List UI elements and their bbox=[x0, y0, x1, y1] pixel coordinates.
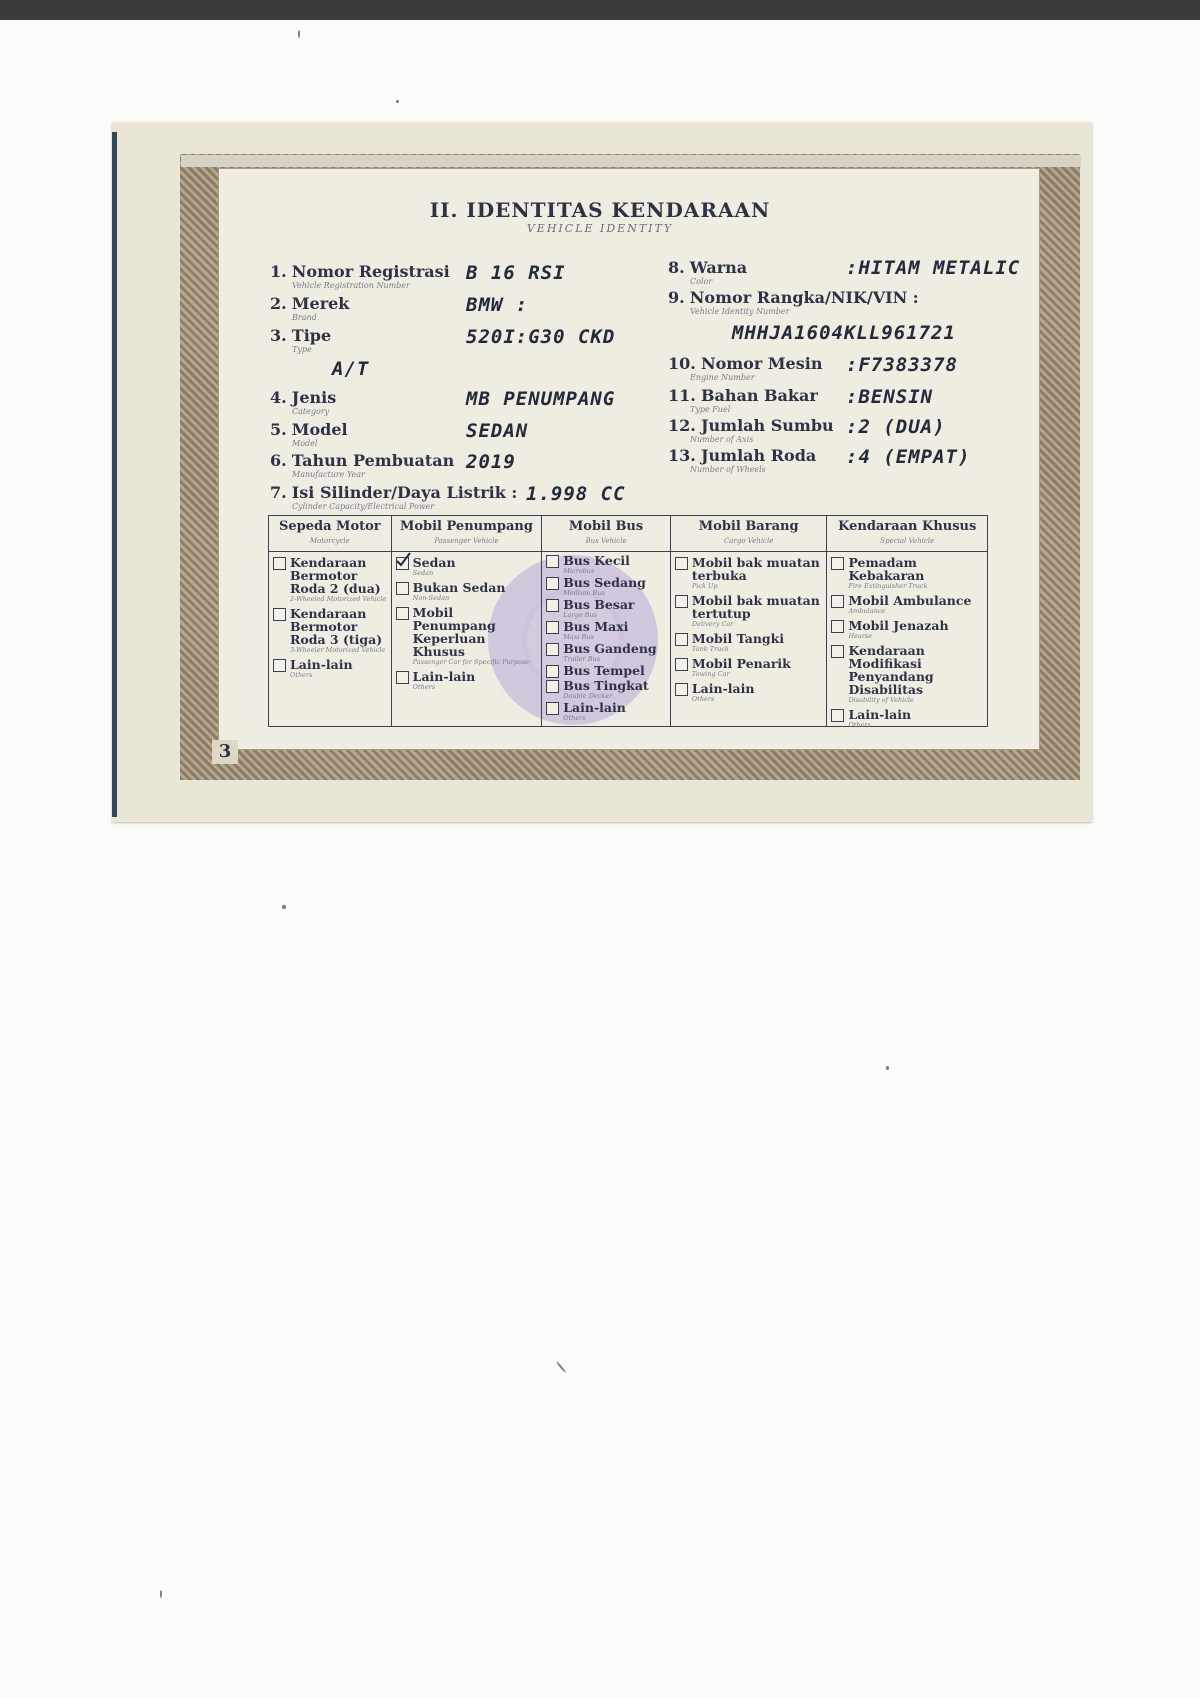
scan-speck bbox=[396, 100, 399, 103]
category-option: Mobil bak muatan terbuka Pick Up bbox=[675, 556, 823, 590]
checkbox bbox=[273, 557, 286, 570]
category-option: Pemadam Kebakaran Fire Extinguisher Truck bbox=[831, 556, 983, 590]
scan-speck bbox=[282, 905, 286, 909]
category-option: Kendaraan Bermotor Roda 3 (tiga) 3-Wheeler Motorized Vehicle bbox=[273, 607, 387, 654]
checkbox bbox=[831, 620, 844, 633]
column-header: Kendaraan Khusus Special Vehicle bbox=[827, 516, 987, 552]
value-vin: MHHJA1604KLL961721 bbox=[732, 322, 956, 344]
value-wheels: :4 (EMPAT) bbox=[846, 446, 971, 468]
checkbox bbox=[831, 645, 844, 658]
category-option: Kendaraan Bermotor Roda 2 (dua) 2-Wheeled Motorized Vehicle bbox=[273, 556, 387, 603]
category-column-motorcycle bbox=[269, 516, 392, 726]
value-transmission: A/T bbox=[332, 358, 370, 380]
category-option: Bus Besar Large Bus bbox=[546, 598, 666, 619]
checkbox bbox=[831, 709, 844, 722]
top-band bbox=[181, 155, 1081, 167]
category-option: Kendaraan Modifikasi Penyandang Disabilitas Disability of Vehicle bbox=[831, 644, 983, 704]
column-header: Mobil Bus Bus Vehicle bbox=[542, 516, 670, 552]
vehicle-category-table bbox=[268, 515, 988, 727]
checkbox bbox=[273, 659, 286, 672]
field-brand: 2. Merek Brand bbox=[270, 294, 350, 322]
category-option: Bus Sedang Medium Bus bbox=[546, 576, 666, 597]
column-header: Mobil Barang Cargo Vehicle bbox=[671, 516, 827, 552]
category-option: Lain-lain Others bbox=[546, 701, 666, 722]
checkbox bbox=[675, 633, 688, 646]
checkbox bbox=[675, 658, 688, 671]
field-model: 5. Model Model bbox=[270, 420, 348, 448]
checkbox bbox=[675, 557, 688, 570]
category-option: Mobil Penumpang Keperluan Khusus Passenger Car for Specific Purpose bbox=[396, 606, 538, 666]
field-manufacture-year: 6. Tahun Pembuatan Manufacture Year bbox=[270, 451, 455, 479]
field-registration-number: 1. Nomor Registrasi Vehicle Registration Number bbox=[270, 262, 450, 290]
check-mark-icon bbox=[395, 552, 411, 568]
checkbox bbox=[831, 557, 844, 570]
value-axles: :2 (DUA) bbox=[846, 416, 946, 438]
value-cylinder-capacity: 1.998 CC bbox=[526, 483, 626, 505]
category-option: Bus Kecil Microbus bbox=[546, 554, 666, 575]
document-subtitle: VEHICLE IDENTITY bbox=[526, 222, 674, 235]
checkbox bbox=[546, 665, 559, 678]
value-model: SEDAN bbox=[466, 420, 529, 442]
column-header: Sepeda Motor Motorcycle bbox=[269, 516, 391, 552]
category-option: Mobil Tangki Tank Truck bbox=[675, 632, 823, 653]
scan-speck bbox=[160, 1590, 162, 1598]
checkbox bbox=[396, 607, 409, 620]
category-option: Bus Tempel bbox=[546, 664, 666, 678]
category-option: Lain-lain Others bbox=[273, 658, 387, 679]
scan-top-edge bbox=[0, 0, 1200, 20]
category-option: Mobil Penarik Towing Car bbox=[675, 657, 823, 678]
category-option: Bus Maxi Maxi Bus bbox=[546, 620, 666, 641]
checkbox-checked bbox=[396, 557, 409, 570]
field-fuel: 11. Bahan Bakar Type Fuel bbox=[668, 386, 818, 414]
category-column-bus bbox=[542, 516, 671, 726]
value-manufacture-year: 2019 bbox=[466, 451, 516, 473]
category-option: Lain-lain Others bbox=[396, 670, 538, 691]
category-option: Lain-lain Others bbox=[831, 708, 983, 729]
column-header: Mobil Penumpang Passenger Vehicle bbox=[392, 516, 542, 552]
value-type: 520I:G30 CKD bbox=[466, 326, 616, 348]
category-option: Mobil bak muatan tertutup Delivery Car bbox=[675, 594, 823, 628]
scan-speck bbox=[886, 1066, 889, 1070]
category-option: Sedan Sedan bbox=[396, 556, 538, 577]
checkbox bbox=[546, 599, 559, 612]
category-option: Bus Gandeng Trailer Bus bbox=[546, 642, 666, 663]
checkbox bbox=[675, 595, 688, 608]
field-vin: 9. Nomor Rangka/NIK/VIN : Vehicle Identity Number bbox=[668, 288, 919, 316]
category-option: Bukan Sedan Non-Sedan bbox=[396, 581, 538, 602]
checkbox bbox=[396, 671, 409, 684]
value-engine-number: :F7383378 bbox=[846, 354, 958, 376]
scan-speck bbox=[556, 1361, 567, 1373]
scan-speck bbox=[298, 30, 300, 38]
checkbox bbox=[546, 555, 559, 568]
field-axles: 12. Jumlah Sumbu Number of Axis bbox=[668, 416, 834, 444]
field-engine-number: 10. Nomor Mesin Engine Number bbox=[668, 354, 823, 382]
value-category: MB PENUMPANG bbox=[466, 388, 616, 410]
category-option: Bus Tingkat Double Decker bbox=[546, 679, 666, 700]
document-header bbox=[0, 198, 1200, 235]
category-option: Mobil Jenazah Hearse bbox=[831, 619, 983, 640]
page-number: 3 bbox=[212, 740, 238, 764]
checkbox bbox=[546, 680, 559, 693]
checkbox bbox=[546, 643, 559, 656]
checkbox bbox=[831, 595, 844, 608]
value-brand: BMW : bbox=[466, 294, 529, 316]
checkbox bbox=[675, 683, 688, 696]
field-cylinder-capacity: 7. Isi Silinder/Daya Listrik : Cylinder Capacity/Electrical Power bbox=[270, 483, 518, 511]
checkbox bbox=[273, 608, 286, 621]
checkbox bbox=[546, 702, 559, 715]
checkbox bbox=[396, 582, 409, 595]
category-column-cargo bbox=[671, 516, 828, 726]
field-type: 3. Tipe Type bbox=[270, 326, 332, 354]
category-option: Lain-lain Others bbox=[675, 682, 823, 703]
field-category: 4. Jenis Category bbox=[270, 388, 337, 416]
field-color: 8. Warna Color bbox=[668, 258, 748, 286]
checkbox bbox=[546, 621, 559, 634]
value-fuel: :BENSIN bbox=[846, 386, 934, 408]
field-wheels: 13. Jumlah Roda Number of Wheels bbox=[668, 446, 817, 474]
category-option: Mobil Ambulance Ambulance bbox=[831, 594, 983, 615]
value-color: :HITAM METALIC bbox=[846, 257, 1021, 279]
category-column-special bbox=[827, 516, 987, 729]
category-column-passenger bbox=[392, 516, 543, 726]
value-registration-number: B 16 RSI bbox=[466, 262, 566, 284]
checkbox bbox=[546, 577, 559, 590]
document-title: II. IDENTITAS KENDARAAN bbox=[429, 198, 771, 222]
